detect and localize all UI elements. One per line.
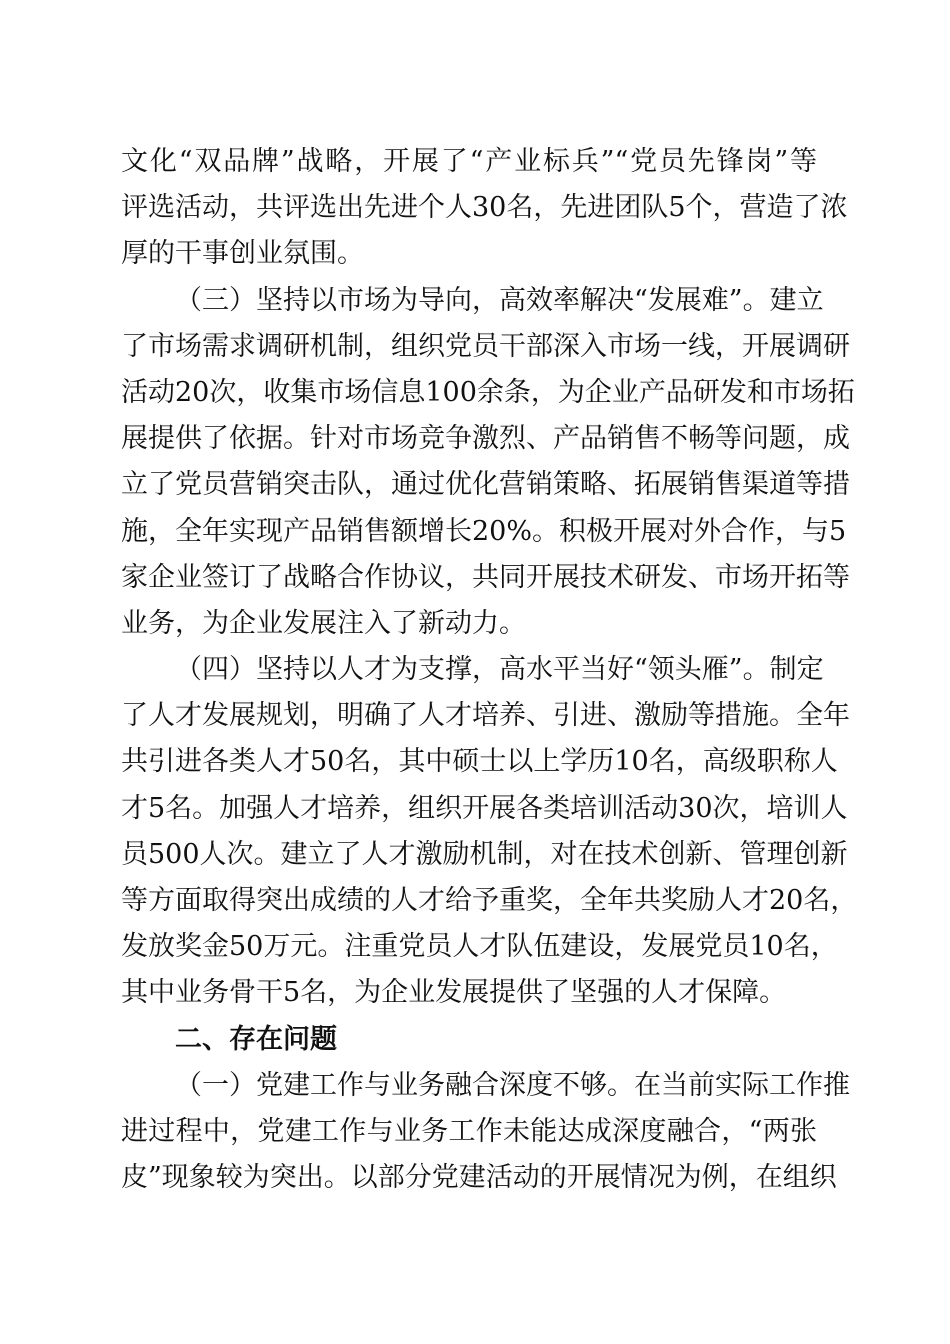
- text-line: 施，全年实现产品销售额增长20%。积极开展对外合作，与5: [121, 515, 847, 547]
- text-line: 其中业务骨干5名，为企业发展提供了坚强的人才保障。: [121, 977, 787, 1009]
- text-line: 厚的干事创业氛围。: [121, 238, 364, 270]
- text-line: 评选活动，共评选出先进个人30名，先进团队5个，营造了浓: [121, 192, 848, 224]
- section-heading-line: （三）坚持以市场为导向，高效率解决“发展难”。建立: [175, 284, 824, 316]
- text-line: 了人才发展规划，明确了人才培养、引进、激励等措施。全年: [121, 700, 850, 732]
- text-line: 才5名。加强人才培养，组织开展各类培训活动30次，培训人: [121, 792, 848, 824]
- chapter-heading: 二、存在问题: [175, 1023, 337, 1055]
- section-heading-line: （四）坚持以人才为支撑，高水平当好“领头雁”。制定: [175, 654, 824, 686]
- text-line: 业务，为企业发展注入了新动力。: [121, 607, 526, 639]
- text-line: 立了党员营销突击队，通过优化营销策略、拓展销售渠道等措: [121, 469, 850, 501]
- text-line: 等方面取得突出成绩的人才给予重奖，全年共奖励人才20名，: [121, 885, 858, 916]
- section-heading-line: （一）党建工作与业务融合深度不够。在当前实际工作推: [175, 1069, 850, 1101]
- document-body: [121, 142, 858, 1204]
- text-line: 发放奖金50万元。注重党员人才队伍建设，发展党员10名，: [121, 931, 838, 963]
- text-line: 共引进各类人才50名，其中硕士以上学历10名，高级职称人: [121, 746, 838, 778]
- text-line: 家企业签订了战略合作协议，共同开展技术研发、市场开拓等: [121, 561, 850, 593]
- text-line: 活动20次，收集市场信息100余条，为企业产品研发和市场拓: [121, 376, 855, 408]
- text-line: 文化“双品牌”战略，开展了“产业标兵”“党员先锋岗”等: [121, 146, 817, 177]
- text-line: 皮”现象较为突出。以部分党建活动的开展情况为例，在组织: [121, 1162, 837, 1194]
- text-line: 进过程中，党建工作与业务工作未能达成深度融合，“两张: [121, 1115, 817, 1147]
- text-line: 员500人次。建立了人才激励机制，对在技术创新、管理创新: [121, 838, 848, 870]
- text-line: 了市场需求调研机制，组织党员干部深入市场一线，开展调研: [121, 330, 850, 362]
- text-line: 展提供了依据。针对市场竞争激烈、产品销售不畅等问题，成: [121, 423, 850, 455]
